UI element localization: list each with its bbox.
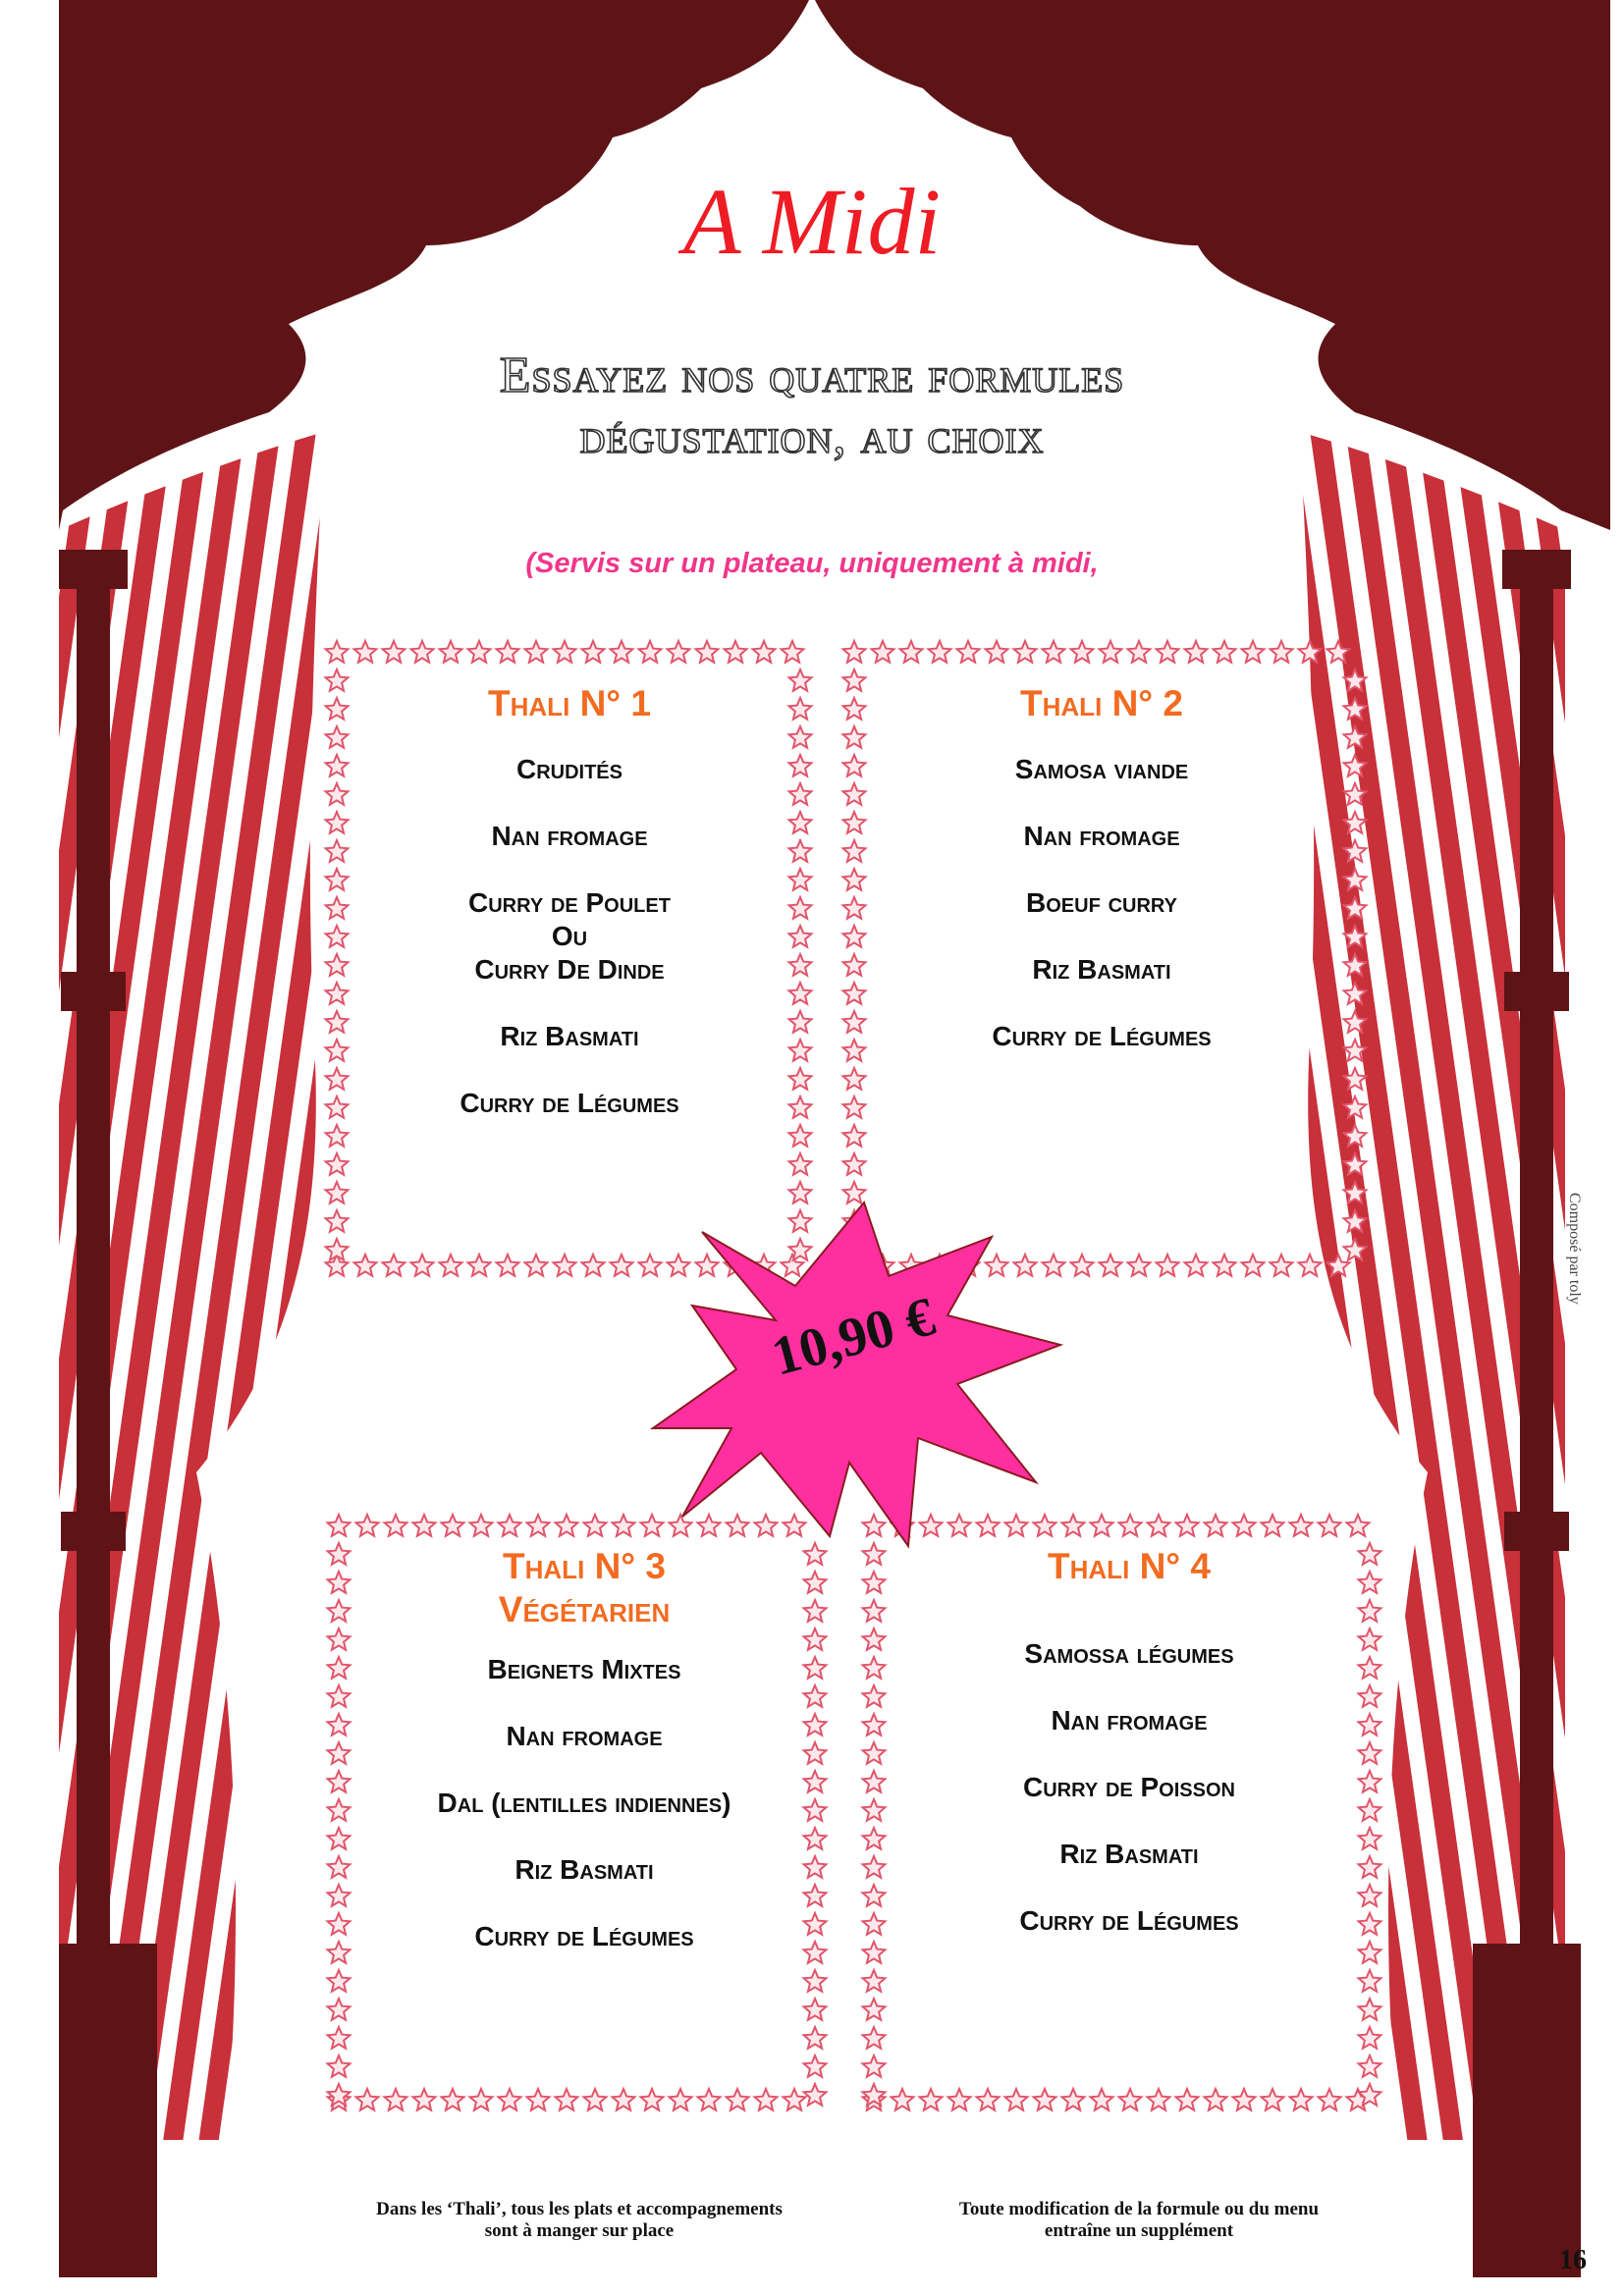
footer-left-line-2: sont à manger sur place [484,2220,675,2241]
thali-3-title: Thali N° 3 [503,1546,666,1586]
page-title: A Midi [682,169,942,274]
thali-1-item: Ou [551,921,588,951]
thali-1-title: Thali N° 1 [488,683,651,723]
thali-2-item: Nan fromage [1023,821,1180,851]
thali-4-star [1359,1970,1381,1992]
thali-3-item: Nan fromage [506,1721,663,1751]
thali-4-star [1359,1629,1381,1650]
thali-2-item: Curry de Légumes [992,1021,1212,1051]
thali-3-item: Beignets Mixtes [487,1654,681,1684]
thali-4-title: Thali N° 4 [1048,1546,1211,1586]
thali-4-item: Curry de Poisson [1023,1772,1235,1802]
thali-4-star [1359,2027,1381,2049]
thali-4-item: Curry de Légumes [1019,1905,1239,1936]
thali-4-star [1359,1856,1381,1878]
thali-4-star [1359,1913,1381,1935]
thali-1-item: Curry de Légumes [460,1088,679,1118]
thali-2-title: Thali N° 2 [1020,683,1183,723]
thali-4-item: Nan fromage [1051,1705,1208,1735]
thali-1-item: Crudités [515,754,623,784]
thali-4-star [1359,1572,1381,1593]
thali-1-box [363,682,776,1120]
footer-right-line-2: entraîne un supplément [1044,2220,1234,2241]
thali-2-box [895,682,1308,1053]
thali-3-item: Curry de Légumes [474,1921,694,1951]
serving-note: (Servis sur un plateau, uniquement à midi, [525,548,1099,579]
thali-4-star [1359,1999,1381,2020]
thali-4-star [1359,2056,1381,2077]
thali-4-box [918,1545,1340,1938]
subtitle-line-1: Essayez nos quatre formules [499,347,1125,403]
thali-4-star [1359,1799,1381,1821]
thali-3-box [368,1545,800,1953]
thali-3-subtitle: Végétarien [498,1589,671,1629]
thali-1-item: Nan fromage [491,821,648,851]
thali-4-star [1359,1742,1381,1764]
thali-1-item: Curry de Poulet [468,887,671,918]
thali-4-star [1359,1828,1381,1849]
thali-1-item: Riz Basmati [500,1021,639,1051]
subtitle-line-2: dégustation, au choix [579,408,1045,464]
thali-3-item: Dal (lentilles indiennes) [437,1788,731,1818]
side-credit: Composé par toly [1566,1193,1583,1305]
thali-1-item: Curry De Dinde [474,954,665,985]
footer-left [324,2199,835,2242]
thali-4-item: Samossa légumes [1024,1638,1234,1669]
thali-4-star [1359,1685,1381,1707]
thali-4-item: Riz Basmati [1059,1839,1199,1869]
page-subtitle [0,346,1624,467]
thali-2-item: Samosa viande [1014,754,1189,784]
footer-right-line-1: Toute modification de la formule ou du menu [958,2199,1320,2219]
thali-4-star [1359,1942,1381,1963]
footer-right [884,2199,1394,2242]
footer-left-line-1: Dans les ‘Thali’, tous les plats et accompagnements [376,2199,783,2219]
thali-2-item: Riz Basmati [1032,954,1171,985]
price-label: 10,90 € [765,1286,942,1388]
thali-4-star [1359,1885,1381,1906]
thali-4-star [1319,2089,1341,2110]
thali-4-star [1347,1515,1370,1536]
page-number: 16 [1559,2245,1587,2275]
thali-4-star [1359,1600,1381,1622]
thali-4-star [1359,1657,1381,1679]
thali-4-star [1359,1543,1381,1565]
thali-4-star [1359,1714,1381,1735]
thali-2-item: Boeuf curry [1026,887,1177,918]
thali-4-star [1359,1771,1381,1792]
thali-3-item: Riz Basmati [514,1854,654,1885]
thali-4-star [1319,1515,1341,1536]
